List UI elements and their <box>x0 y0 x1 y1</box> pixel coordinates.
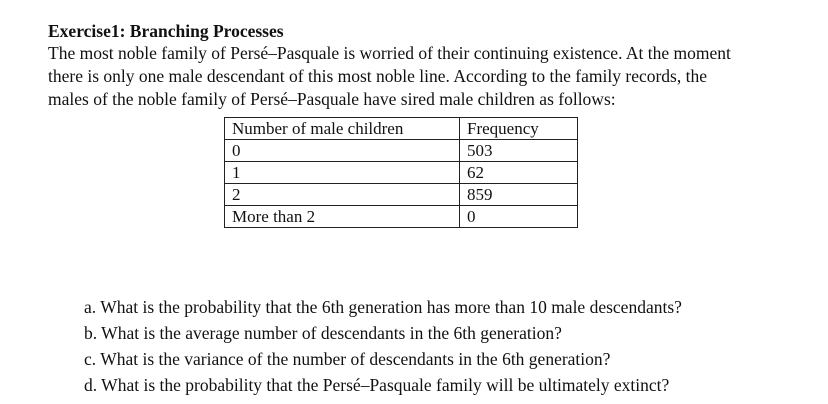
intro-paragraph <box>48 42 788 111</box>
intro-line: males of the noble family of Persé–Pasquale have sired male children as follows: <box>48 89 616 109</box>
table-cell-frequency: 859 <box>460 184 578 206</box>
question-list <box>84 294 682 398</box>
table-row <box>225 206 578 228</box>
table-cell-children: 0 <box>225 140 460 162</box>
table-cell-children: 2 <box>225 184 460 206</box>
table-cell-frequency: 503 <box>460 140 578 162</box>
table-header-row <box>225 118 578 140</box>
question-item-d: d. What is the probability that the Persé–Pasquale family will be ultimately extinct? <box>84 375 670 395</box>
question-item-a: a. What is the probability that the 6th generation has more than 10 male descendants? <box>84 297 682 317</box>
question-item-c: c. What is the variance of the number of descendants in the 6th generation? <box>84 349 611 369</box>
table-cell-children: More than 2 <box>225 206 460 228</box>
exercise-title: Exercise1: Branching Processes <box>48 21 284 41</box>
frequency-table <box>224 117 578 228</box>
header-male-children: Number of male children <box>225 118 460 140</box>
table-cell-children: 1 <box>225 162 460 184</box>
header-frequency: Frequency <box>460 118 578 140</box>
question-item-b: b. What is the average number of descendants in the 6th generation? <box>84 323 562 343</box>
table-row <box>225 184 578 206</box>
intro-line: The most noble family of Persé–Pasquale is worried of their continuing existence. At the moment <box>48 43 731 63</box>
intro-line: there is only one male descendant of this most noble line. According to the family records, the <box>48 66 707 86</box>
table-row <box>225 140 578 162</box>
table-cell-frequency: 62 <box>460 162 578 184</box>
table-cell-frequency: 0 <box>460 206 578 228</box>
table-row <box>225 162 578 184</box>
